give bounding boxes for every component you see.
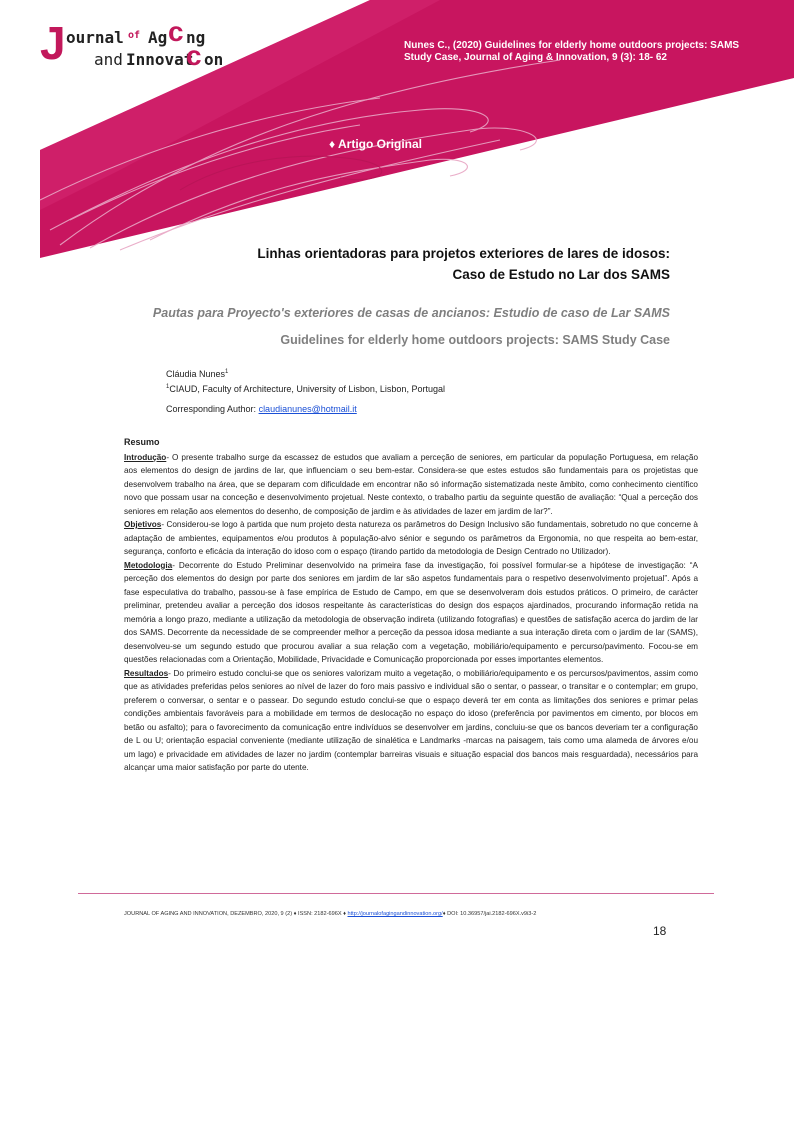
section-label: Introdução	[124, 452, 167, 462]
logo-aging-word: Ag	[148, 28, 168, 47]
corresponding-label: Corresponding Author:	[166, 404, 259, 414]
footer-divider	[78, 893, 714, 894]
logo-j-letter: J	[40, 17, 66, 69]
logo-journal-word: ournal	[66, 28, 124, 47]
abstract-heading: Resumo	[124, 437, 160, 447]
footer-citation	[124, 911, 536, 917]
logo-aging-c: c	[168, 16, 184, 47]
footer-doi: ♦ DOI: 10.36957/jai.2182-696X.v9i3-2	[442, 911, 537, 917]
paper-title-line1: Linhas orientadoras para projetos exteriores de lares de idosos:	[257, 246, 670, 261]
subtitle-spanish: Pautas para Proyecto's exteriores de casas de ancianos: Estudio de caso de Lar SAMS	[152, 306, 670, 320]
section-text: - Decorrente do Estudo Preliminar desenvolvido na primeira fase da investigação, foi possível formular-se a hipótese de investigação: “A perceção dos elementos do design por parte dos seniores em jardim de lar são aspetos fundamentais para o respetivo desenvolvimento projetual”. Após a fase especulativa do trabalho, passou-se à fase empírica de Estudo de Campo, em que se desenvolveram dois estudos práticos. O primeiro, de carácter preliminar, pretendeu avaliar a perceção dos idosos respeitante às características do design dos espaços ajardinados, procurando informação retida na memória a longo prazo, mediante a utilização da metodologia de observação indireta (utilizando fotografias) e questões de satisfação acerca do jardim de lar dos SAMS. Decorrente da necessidade de se compreender melhor a perceção da pessoa idosa mediante a sua interação direta com o jardim de lar (SAMS), desenvolveu-se um segundo estudo que procurou avaliar a sua relação com a vegetação, mobiliário/equipamento e percurso/pavimento. Focou-se em questões relacionadas com a Orientação, Mobilidade, Privacidade e Comunicação proporcionada por esses importantes elementos.	[124, 560, 698, 664]
paper-title	[240, 243, 670, 285]
logo-aging-end: ng	[186, 28, 206, 47]
section-label: Resultados	[124, 668, 169, 678]
subtitle-english: Guidelines for elderly home outdoors projects: SAMS Study Case	[280, 333, 670, 347]
abstract	[124, 436, 698, 775]
corresponding-author	[166, 404, 357, 414]
page-number: 18	[653, 924, 667, 938]
logo-innovation-end: on	[204, 50, 224, 69]
abstract-objectives	[124, 518, 698, 559]
citation-text: Nunes C., (2020) Guidelines for elderly home outdoors projects: SAMS Study Case, Journal of Aging & Innovation, 9 (3): 18- 62	[404, 40, 740, 63]
abstract-results	[124, 667, 698, 775]
paper-title-line2: Caso de Estudo no Lar dos SAMS	[452, 267, 670, 282]
section-label: Objetivos	[124, 520, 162, 529]
logo-innovation-c: c	[186, 40, 202, 71]
footer-journal-line: JOURNAL OF AGING AND INNOVATION, DEZEMBRO, 2020, 9 (2) ♦ ISSN: 2182-696X ♦	[124, 911, 348, 917]
section-text: - Do primeiro estudo conclui-se que os seniores valorizam muito a vegetação, o mobiliário/equipamento e os percursos/pavimentos, assim como que as atividades preferidas pelos seniores ao nível de lazer do foro mais passivo e individual são o sentar, o passear, o transitar e o contemplar; em grupo, preferem o conversar, o sentar e o passear. Do segundo estudo conclui-se que o espaço deverá ter em conta as limitações dos seniores e primar pelas condições ambientais favoráveis para a mobilidade em termos de deslocação no espaço do idoso (preferência por pavimentos em cimento, por blocos em betão ou asfalto); para o favorecimento da comunicação entre indivíduos se desenvolver em jardins, concluiu-se que os bancos deveriam ter a configuração de L ou U; orientação espacial conveniente (mediante utilização de sinalética e Landmarks -marcas na paisagem, tais como uma alameda de árvores e/ou um lago) e privacidade em atividades de lazer no jardim (contemplar barreiras visuais e situação espacial dos bancos mais resguardada), necessários para alcançar uma maior satisfação por parte do utente.	[124, 668, 698, 772]
section-text: - Considerou-se logo à partida que num projeto desta natureza os parâmetros do Design Inclusivo são fundamentais, sobretudo no que concerne à adaptação de ambientes, equipamentos e/ou produtos à população-alvo sénior e segundo os parâmetros da Ergonomia, no que respeita ao bem-estar, segurança, conforto e eficácia da interação do idoso com o espaço (tirando partido da metodologia de Design Centrado no Utilizador).	[124, 520, 698, 556]
author-sup: 1	[225, 369, 229, 375]
abstract-introduction	[124, 451, 698, 519]
author-name: Cláudia Nunes	[166, 369, 226, 379]
footer-url-link[interactable]: http://journalofagingandinnovation.org/	[347, 911, 443, 917]
article-type-label: ♦ Artigo Original	[329, 137, 423, 151]
author-affiliation: CIAUD, Faculty of Architecture, University of Lisbon, Lisbon, Portugal	[169, 384, 445, 394]
logo-and-word: and	[94, 50, 123, 69]
section-label: Metodologia	[124, 560, 173, 570]
abstract-methodology	[124, 559, 698, 667]
author-block	[166, 366, 445, 396]
logo-of-word: of	[128, 30, 141, 41]
affiliation-sup: 1	[166, 384, 170, 390]
logo-innovation-word: Innovat	[126, 50, 194, 69]
journal-logo	[40, 16, 230, 90]
corresponding-email-link[interactable]: claudianunes@hotmail.it	[258, 404, 357, 414]
section-text: - O presente trabalho surge da escassez de estudos que avaliam a perceção de seniores, em particular da população Portuguesa, em relação aos elementos do design de jardins de lar, que influenciam o seu bem-estar. Considera-se que estes estudos são fundamentais para os projetistas que desenvolvem trabalho na área, que se deparam com dificuldade em encontrar não só informação sistematizada neste âmbito, como conhecimento científico novo que possam usar na conceção e desenvolvimento projetual. Neste contexto, o trabalho partiu da seguinte questão de avaliação: “Qual a perceção dos seniores em relação aos elementos do desenho, de composição de jardim e às atividades de lazer em jardim de lar?”.	[124, 452, 698, 516]
